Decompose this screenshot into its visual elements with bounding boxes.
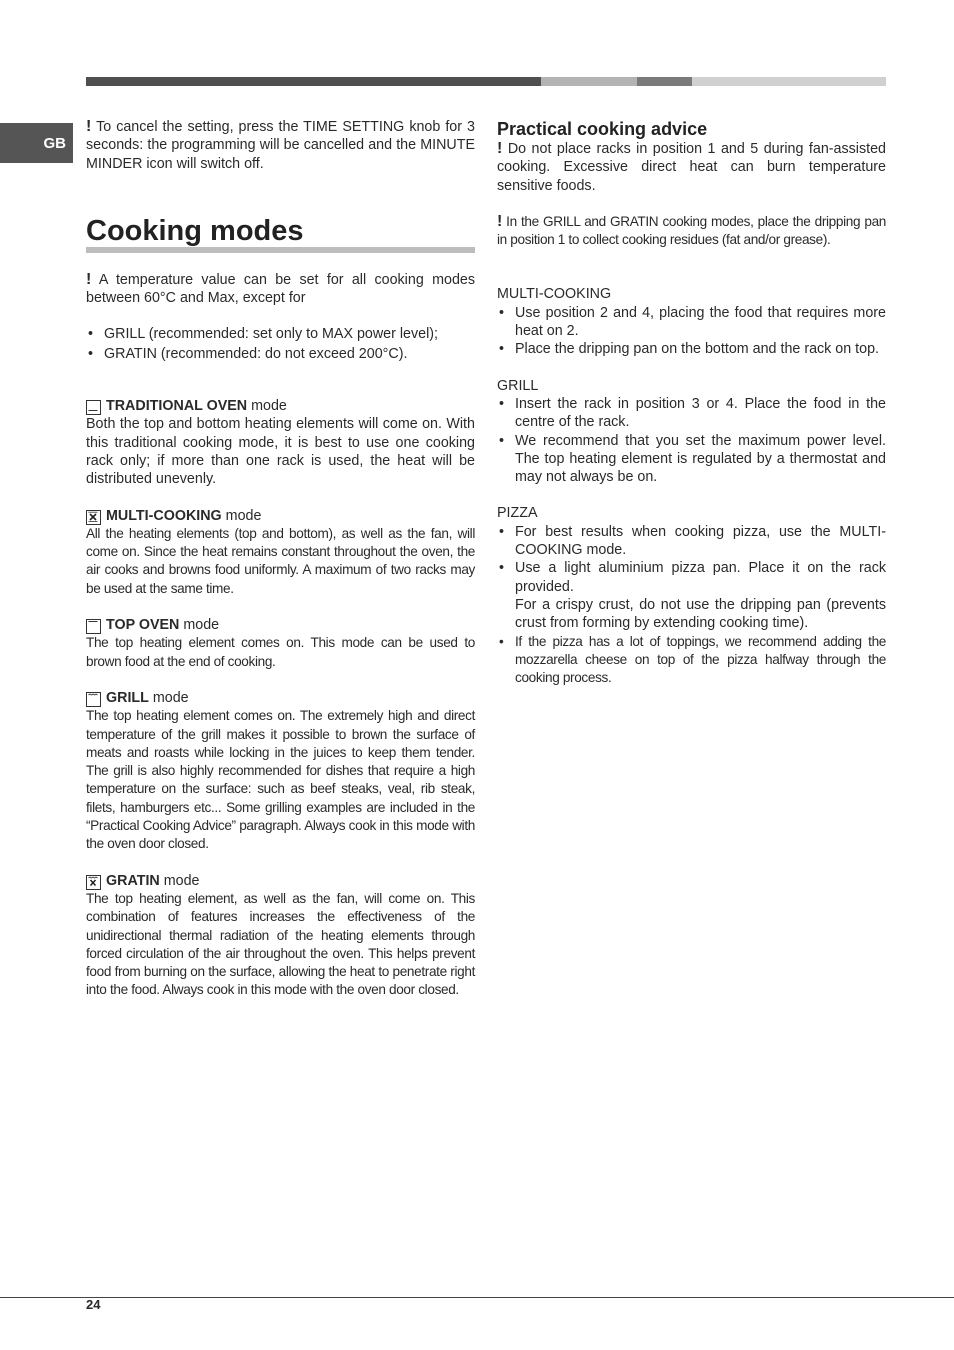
- list-item: • Place the dripping pan on the bottom and the rack on top.: [497, 340, 886, 358]
- advice-list: [497, 523, 886, 688]
- dripping-pan-note-text: In the GRILL and GRATIN cooking modes, place the dripping pan in position 1 to collect cooking residues (fat and/or grease).: [497, 213, 886, 248]
- mode-word: mode: [225, 507, 262, 524]
- mode-top-oven: [86, 616, 475, 671]
- mode-multi-cooking: [86, 507, 475, 598]
- mode-traditional-oven: [86, 397, 475, 488]
- header-bar-mid-segment: [637, 77, 692, 86]
- mode-description: The top heating element comes on. This mode can be used to brown food at the end of cooking.: [86, 635, 475, 669]
- advice-heading: GRILL: [497, 377, 539, 394]
- mode-heading: [86, 689, 475, 707]
- mode-word: mode: [152, 689, 189, 706]
- advice-multi-cooking: [497, 285, 886, 358]
- language-tab: GB: [0, 123, 73, 163]
- page-title: Cooking modes: [86, 215, 475, 253]
- mode-description: All the heating elements (top and bottom), as well as the fan, will come on. Since the heat remains constant throughout the oven, the air cooks and browns food uniformly. A maximum of two racks may be used at the same time.: [86, 525, 475, 596]
- list-item-subtext: For a crispy crust, do not use the dripping pan (prevents crust from forming by extending cooking time).: [515, 596, 886, 632]
- mode-word: mode: [163, 872, 200, 889]
- list-item: [497, 559, 886, 632]
- mode-title: MULTI-COOKING: [106, 507, 222, 524]
- right-column: [497, 118, 886, 687]
- exclamation-mark: !: [497, 212, 502, 230]
- exclamation-mark: !: [86, 270, 92, 288]
- fan-rack-note: [497, 140, 886, 195]
- advice-list: [497, 304, 886, 359]
- grill-icon: [86, 692, 101, 707]
- exclamation-mark: !: [86, 118, 92, 135]
- list-item: • Use position 2 and 4, placing the food that requires more heat on 2.: [497, 304, 886, 341]
- mode-title: GRATIN: [106, 872, 160, 889]
- mode-heading: [86, 507, 475, 525]
- cancel-setting-note: [86, 118, 475, 173]
- list-item: • If the pizza has a lot of toppings, we recommend adding the mozzarella cheese on top of the pizza halfway through the cooking process.: [497, 633, 886, 688]
- mode-description: The top heating element comes on. The extremely high and direct temperature of the grill makes it possible to brown the surface of meats and roasts while locking in the juices to keep them tender. The grill is also highly recommended for dishes that require a high temperature on the surface: such as beef steaks, veal, rib steak, filets, hamburgers etc... Some grilling examples are included in the “Practical Cooking Advice” paragraph. Always cook in this mode with the oven door closed.: [86, 708, 475, 852]
- dripping-pan-note: [497, 213, 886, 250]
- list-item: • Insert the rack in position 3 or 4. Place the food in the centre of the rack.: [497, 395, 886, 432]
- mode-title: TOP OVEN: [106, 617, 180, 634]
- top-oven-icon: [86, 619, 101, 634]
- list-item-text: Use a light aluminium pizza pan. Place it on the rack provided.: [515, 560, 886, 595]
- list-item: • We recommend that you set the maximum power level. The top heating element is regulated by a thermostat and may not always be on.: [497, 432, 886, 487]
- advice-grill: [497, 377, 886, 487]
- mode-word: mode: [251, 398, 287, 415]
- list-item: • For best results when cooking pizza, use the MULTI-COOKING mode.: [497, 523, 886, 560]
- advice-heading: PIZZA: [497, 505, 538, 522]
- mode-description: The top heating element, as well as the fan, will come on. This combination of features increases the effectiveness of the unidirectional thermal radiation of the heating elements through forced circulation of the air throughout the oven. This helps prevent food from burning on the surface, allowing the heat to penetrate right into the food. Always cook in this mode with the oven door closed.: [86, 890, 475, 998]
- advice-pizza: [497, 504, 886, 687]
- footer-divider: [0, 1297, 954, 1298]
- temperature-exceptions-list: [86, 325, 475, 363]
- mode-grill: [86, 689, 475, 854]
- traditional-oven-icon: [86, 400, 101, 415]
- header-bar-dark-segment: [86, 77, 541, 86]
- mode-gratin: [86, 872, 475, 1000]
- temperature-note-text: A temperature value can be set for all cooking modes between 60°C and Max, except for: [86, 271, 476, 307]
- page-number: 24: [86, 1297, 101, 1312]
- cancel-setting-text: To cancel the setting, press the TIME SETTING knob for 3 seconds: the programming will be cancelled and the MINUTE MINDER icon will switch off.: [86, 119, 475, 172]
- gratin-icon: [86, 875, 101, 890]
- header-bar-light-segment: [692, 77, 886, 86]
- advice-heading: MULTI-COOKING: [497, 286, 612, 303]
- mode-heading: [86, 872, 475, 890]
- advice-list: [497, 395, 886, 486]
- header-color-bar: [86, 77, 886, 86]
- mode-word: mode: [183, 617, 220, 634]
- fan-rack-note-text: Do not place racks in position 1 and 5 during fan-assisted cooking. Excessive direct heat can burn temperature sensitive foods.: [497, 141, 886, 194]
- list-item: • GRILL (recommended: set only to MAX power level);: [86, 325, 475, 343]
- multi-cooking-fan-icon: [86, 510, 101, 525]
- left-column: [86, 118, 475, 1000]
- section-heading: Practical cooking advice: [497, 119, 708, 139]
- mode-title: GRILL: [106, 689, 149, 706]
- mode-heading: [86, 616, 475, 634]
- mode-description: Both the top and bottom heating elements will come on. With this traditional cooking mode, it is best to use one cooking rack only; if more than one rack is used, the heat will be distributed unevenly.: [86, 416, 475, 488]
- mode-heading: [86, 397, 475, 415]
- list-item: • GRATIN (recommended: do not exceed 200°C).: [86, 345, 475, 363]
- temperature-note: [86, 271, 475, 308]
- exclamation-mark: !: [497, 140, 503, 157]
- mode-title: TRADITIONAL OVEN: [106, 398, 248, 415]
- header-bar-light-segment: [541, 77, 637, 86]
